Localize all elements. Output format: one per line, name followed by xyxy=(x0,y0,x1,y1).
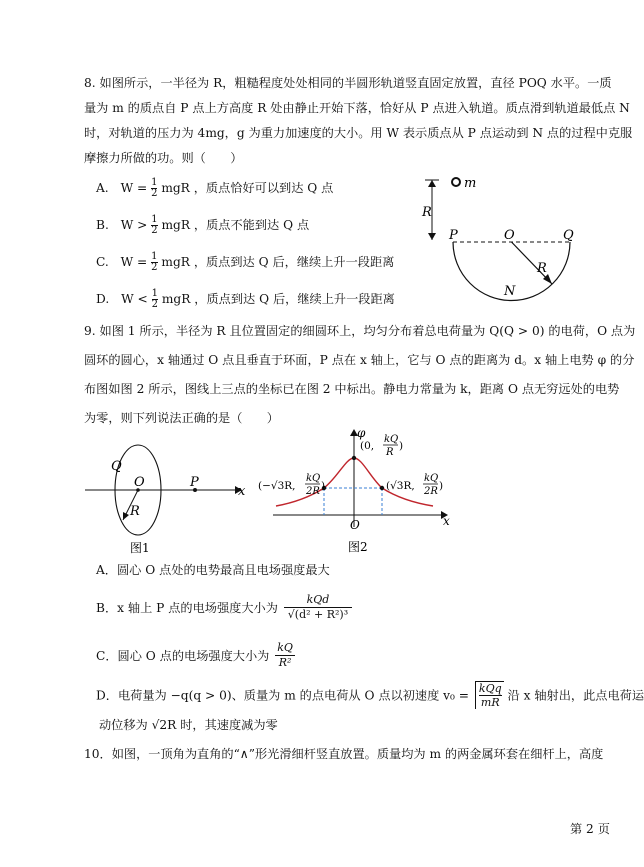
option-lhs: W < xyxy=(121,292,152,306)
left-label-den: 2R xyxy=(306,486,320,497)
fraction-num: kQd xyxy=(284,593,352,608)
q9-line-1: 9. 如图 1 所示，半径为 R 且位置固定的细圆环上，均匀分布着总电荷量为 Q(Q > 0) 的电荷，O 点为 xyxy=(84,324,636,338)
option-rhs: mgR xyxy=(161,255,190,269)
ring-charge-label: Q xyxy=(111,459,122,474)
option-d-text-post: 沿 x 轴射出，此点电荷运 xyxy=(507,688,644,703)
q8-figure xyxy=(400,168,600,303)
point-o-label: O xyxy=(504,228,515,243)
fraction-num: 1 xyxy=(151,214,158,225)
right-label-den: 2R xyxy=(424,486,438,497)
fraction-den: 2 xyxy=(151,299,158,310)
option-label: A. xyxy=(96,181,109,195)
arrow-head-up xyxy=(428,180,436,187)
mass-dot xyxy=(452,178,460,186)
q8-option-d xyxy=(96,289,395,310)
option-label: C. xyxy=(96,255,109,269)
peak-label-prefix: (0, xyxy=(360,440,375,452)
option-c-text: C．圆心 O 点的电场强度大小为 xyxy=(96,649,270,663)
fraction-num: 1 xyxy=(151,251,158,262)
option-text: ，质点到达 Q 后，继续上升一段距离 xyxy=(193,255,395,269)
right-label-num: kQ xyxy=(424,473,439,484)
figure-2-caption: 图2 xyxy=(348,540,368,554)
fraction-den: 2 xyxy=(151,225,158,236)
fraction-num: 1 xyxy=(151,177,158,188)
right-label-prefix: (√3R, xyxy=(386,480,415,492)
fraction xyxy=(275,641,295,670)
origin-label: O xyxy=(350,518,360,532)
peak-point xyxy=(352,456,356,460)
fraction-den: √(d² + R²)³ xyxy=(287,608,349,621)
fraction-den: mR xyxy=(480,696,500,709)
peak-close-paren: ) xyxy=(399,440,404,452)
fraction-num: kQq xyxy=(478,682,502,695)
option-d-text: D．电荷量为 −q(q > 0)、质量为 m 的点电荷从 O 点以初速度 v₀ = xyxy=(96,688,470,703)
q8-line-2: 量为 m 的质点自 P 点上方高度 R 处由静止开始下落，恰好从 P 点进入轨道。质点滑到轨道最低点 N xyxy=(84,101,630,115)
left-label-prefix: (−√3R, xyxy=(258,480,296,492)
point-p-label: P xyxy=(449,228,458,243)
fraction xyxy=(479,682,502,709)
q8-option-c xyxy=(96,252,394,273)
radius-label: R xyxy=(537,261,547,276)
q8-line-1: 8. 如图所示，一半径为 R，粗糙程度处处相同的半圆形轨道竖直固定放置，直径 POQ 水平。一质 xyxy=(84,76,612,90)
option-text: ，质点恰好可以到达 Q 点 xyxy=(193,181,334,195)
q9-option-d xyxy=(96,681,644,709)
left-label-num: kQ xyxy=(306,473,321,484)
option-label: D. xyxy=(96,292,110,306)
right-point xyxy=(380,486,384,490)
fraction xyxy=(284,593,352,622)
option-text: ，质点到达 Q 后，继续上升一段距离 xyxy=(194,292,395,306)
q9-option-d-line-2: 动位移为 √2R 时，其速度减为零 xyxy=(99,718,278,732)
point-p-label: P xyxy=(190,475,199,490)
fraction xyxy=(152,289,158,310)
point-q-label: Q xyxy=(563,228,574,243)
peak-label-num: kQ xyxy=(384,434,399,445)
q8-line-3: 时，对轨道的压力为 4mg，g 为重力加速度的大小。用 W 表示质点从 P 点运动到 N 点的过程中克服 xyxy=(84,126,633,140)
option-rhs: mgR xyxy=(161,292,191,306)
q9-line-2: 圆环的圆心，x 轴通过 O 点且垂直于环面，P 点在 x 轴上，它与 O 点的距离为 d。x 轴上电势 φ 的分 xyxy=(84,353,635,367)
option-b-text: B．x 轴上 P 点的电场强度大小为 xyxy=(96,601,278,615)
fraction-num: 1 xyxy=(151,288,158,299)
q9-option-a: A．圆心 O 点处的电势最高且电场强度最大 xyxy=(96,563,330,577)
fraction-den: 2 xyxy=(151,262,158,273)
option-lhs: W = xyxy=(120,181,152,195)
figure-1-caption: 图1 xyxy=(130,541,150,555)
q8-line-4: 摩擦力所做的功。则（ ） xyxy=(84,151,243,165)
right-close-paren: ) xyxy=(439,480,444,492)
fraction-num: kQ xyxy=(277,641,293,654)
q9-line-4: 为零，则下列说法正确的是（ ） xyxy=(84,411,279,425)
q9-option-b xyxy=(96,593,352,622)
q9-figure-2 xyxy=(258,425,458,555)
mass-label: m xyxy=(464,176,477,191)
option-text: ，质点不能到达 Q 点 xyxy=(193,218,310,232)
center-o-label: O xyxy=(134,475,145,490)
fraction xyxy=(151,178,157,199)
option-lhs: W > xyxy=(120,218,152,232)
x-axis-label: x xyxy=(238,484,246,499)
q8-option-a xyxy=(96,178,333,199)
fraction-den: R² xyxy=(278,656,292,669)
option-label: B. xyxy=(96,218,109,232)
fraction-den: 2 xyxy=(151,188,158,199)
phi-axis-label: φ xyxy=(357,426,366,440)
page-number: 第 2 页 xyxy=(570,822,610,836)
left-close-paren: ) xyxy=(321,480,326,492)
q9-figure-1 xyxy=(80,435,260,555)
q9-line-3: 布图如图 2 所示，图线上三点的坐标已在图 2 中标出。静电力常量为 k，距离 O 点无穷远处的电势 xyxy=(84,382,620,396)
q10-line-1: 10．如图，一顶角为直角的“∧”形光滑细杆竖直放置。质量均为 m 的两金属环套在细杆上，高度 xyxy=(84,747,604,761)
height-label: R xyxy=(422,205,432,220)
option-lhs: W = xyxy=(120,255,152,269)
option-rhs: mgR xyxy=(161,181,190,195)
point-n-label: N xyxy=(504,284,516,299)
q9-option-c xyxy=(96,641,295,670)
q8-option-b xyxy=(96,215,309,236)
radius-label: R xyxy=(130,504,140,519)
fraction xyxy=(151,252,157,273)
fraction xyxy=(151,215,157,236)
peak-label-den: R xyxy=(386,447,394,458)
x-axis-label: x xyxy=(443,514,450,528)
option-rhs: mgR xyxy=(161,218,191,232)
arrow-head-down xyxy=(428,233,436,240)
radical xyxy=(475,681,504,709)
